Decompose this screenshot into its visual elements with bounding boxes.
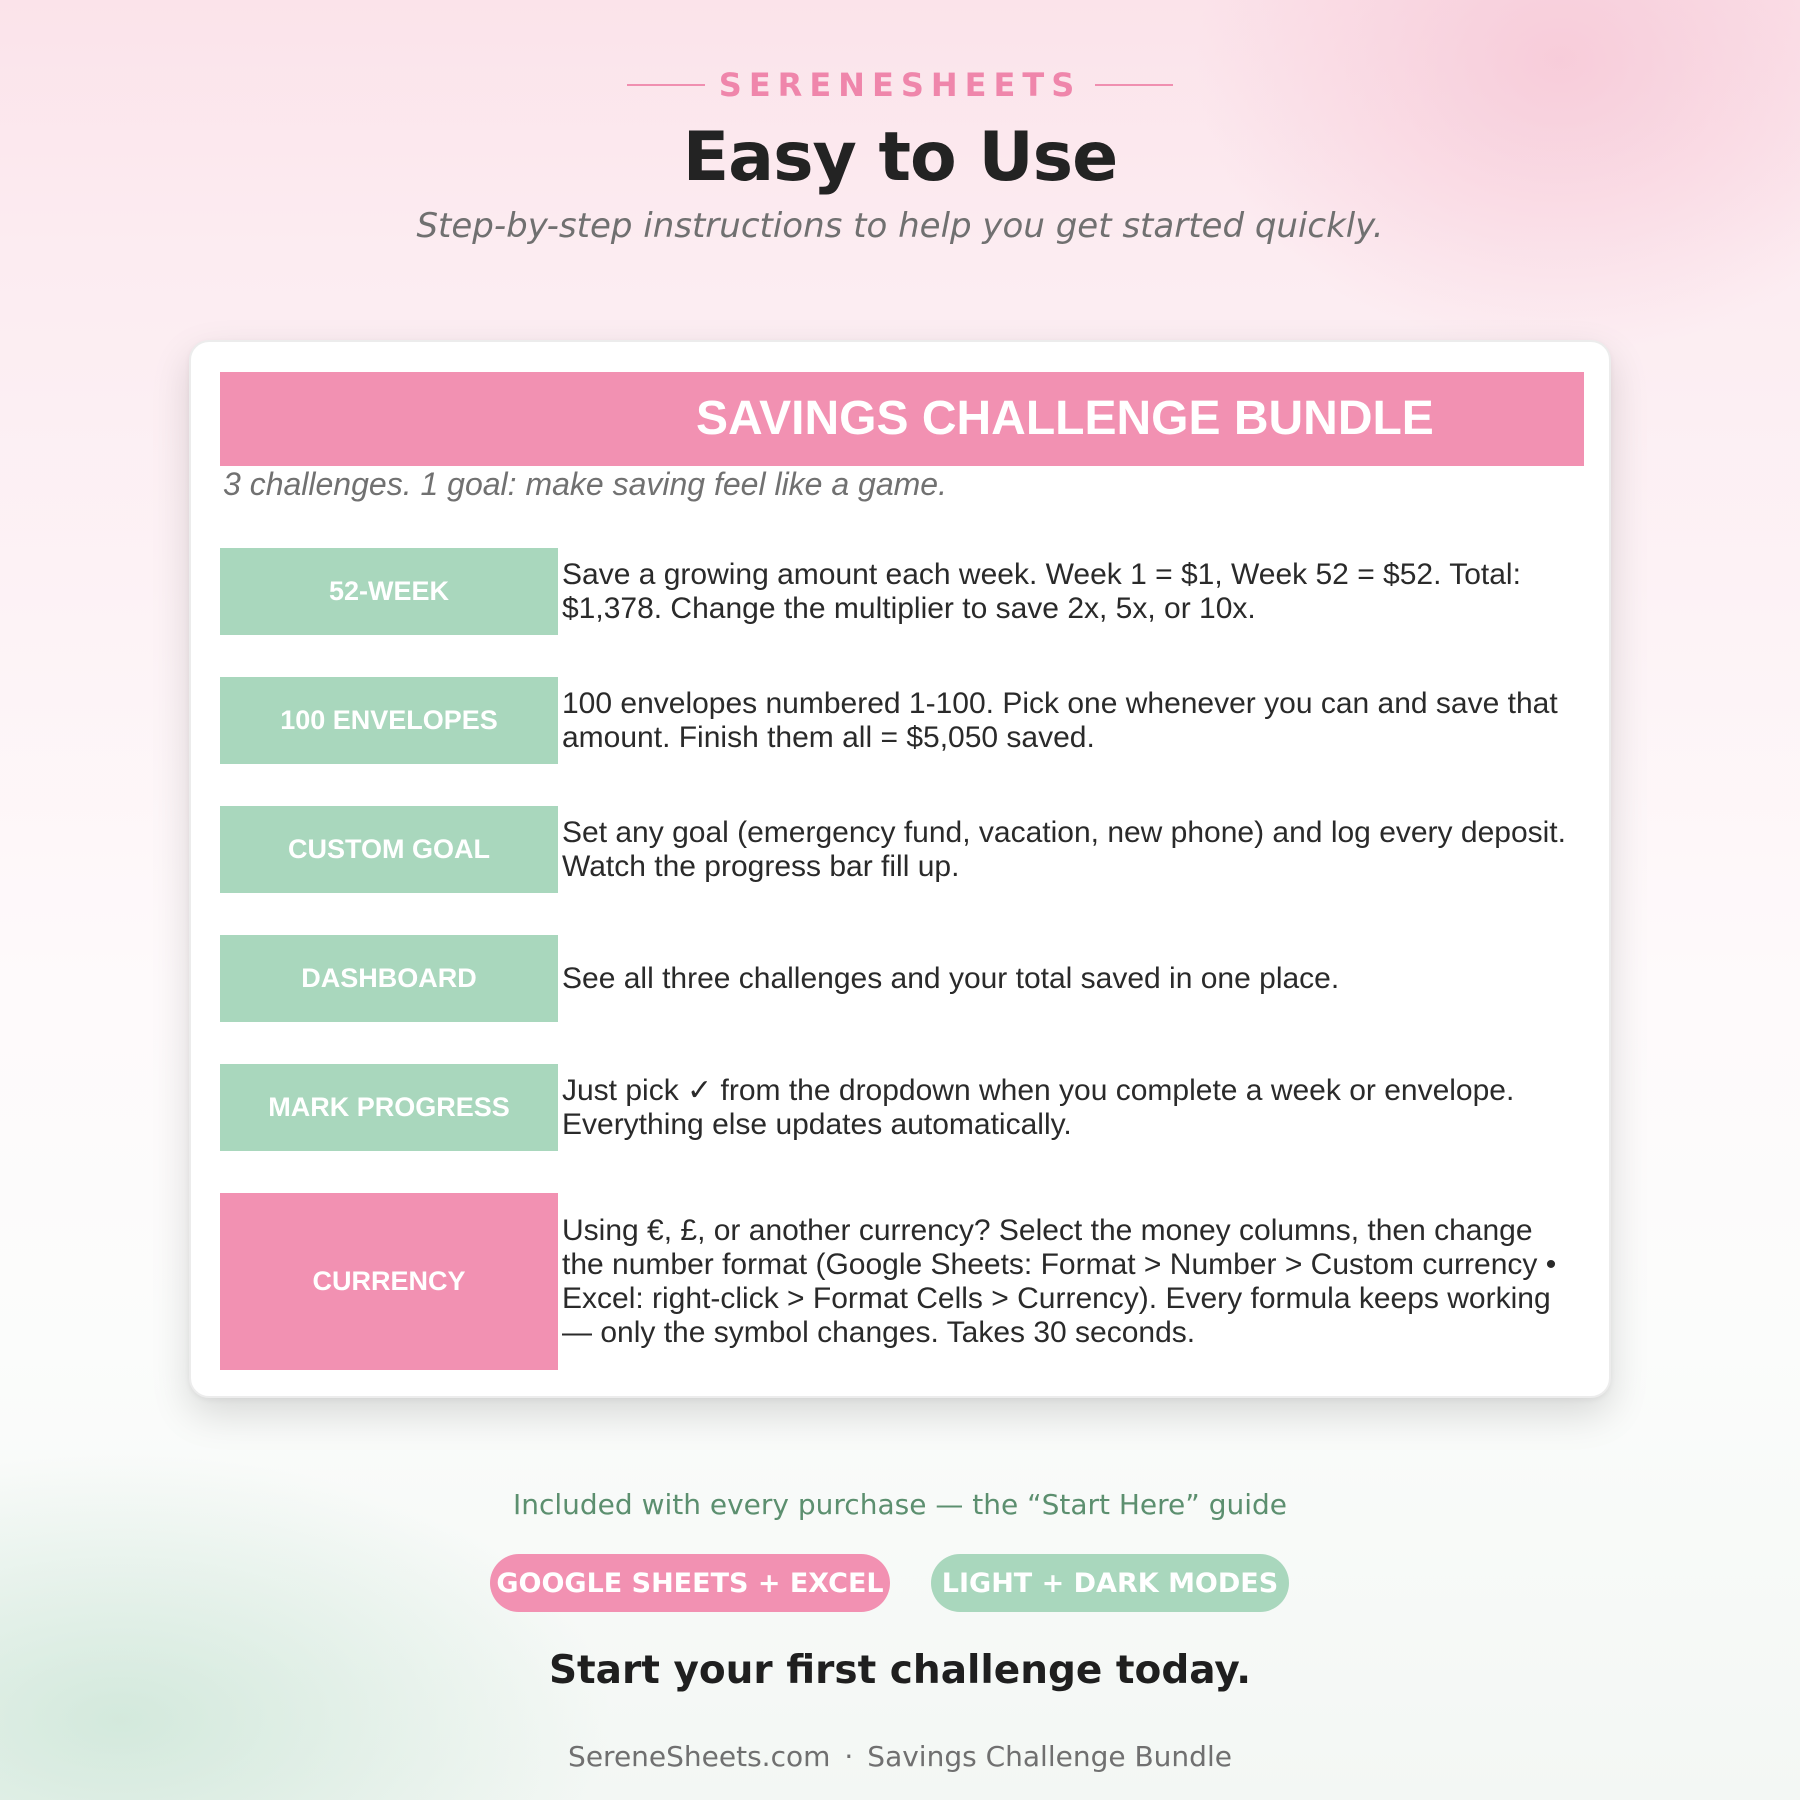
feature-description: Set any goal (emergency fund, vacation, new phone) and log every deposit. Watch the progress bar fill up. (562, 815, 1566, 883)
page-title: Easy to Use (682, 118, 1118, 197)
page-subtitle: Step-by-step instructions to help you get started quickly. (416, 206, 1384, 246)
call-to-action: Start your first challenge today. (548, 1648, 1252, 1693)
feature-row-100-envelopes (220, 677, 1584, 764)
feature-row-mark-progress (220, 1064, 1584, 1151)
feature-description: Using €, £, or another currency? Select the money columns, then change the number format (Google Sheets: Format > Number > Custom currency • Excel: right-click > Format Cells > Currency). Every formula keeps working — only the symbol changes. Takes 30 seconds. (562, 1213, 1557, 1349)
brand-divider-left (627, 84, 705, 86)
footer-product: Savings Challenge Bundle (867, 1740, 1232, 1773)
feature-row-dashboard (220, 935, 1584, 1022)
feature-row-currency (220, 1193, 1584, 1370)
brand-row (0, 66, 1800, 104)
feature-label: 52-WEEK (220, 548, 558, 635)
badge-google-sheets-excel: GOOGLE SHEETS + EXCEL (490, 1554, 890, 1612)
feature-label: 100 ENVELOPES (220, 677, 558, 764)
feature-description: Save a growing amount each week. Week 1 = $1, Week 52 = $52. Total: $1,378. Change the multiplier to save 2x, 5x, or 10x. (562, 557, 1521, 625)
footer-site: SereneSheets.com (568, 1740, 831, 1773)
brand-name: SERENESHEETS (718, 66, 1082, 104)
sheet-tagline: 3 challenges. 1 goal: make saving feel like a game. (223, 466, 947, 502)
feature-description: Just pick ✓ from the dropdown when you complete a week or envelope. Everything else updates automatically. (562, 1073, 1515, 1141)
footer-credits (0, 1740, 1800, 1773)
feature-description: 100 envelopes numbered 1-100. Pick one whenever you can and save that amount. Finish them all = $5,050 saved. (562, 686, 1558, 754)
feature-row-52-week (220, 548, 1584, 635)
sheet-banner (220, 372, 1584, 466)
feature-label: DASHBOARD (220, 935, 558, 1022)
sheet-banner-title: SAVINGS CHALLENGE BUNDLE (696, 392, 1434, 445)
feature-label: CUSTOM GOAL (220, 806, 558, 893)
badge-light-dark-modes: LIGHT + DARK MODES (931, 1554, 1289, 1612)
spreadsheet-preview-card (189, 340, 1611, 1398)
feature-label: CURRENCY (220, 1193, 558, 1370)
feature-description: See all three challenges and your total saved in one place. (562, 961, 1340, 995)
included-note: Included with every purchase — the “Start Here” guide (512, 1488, 1287, 1521)
feature-label: MARK PROGRESS (220, 1064, 558, 1151)
brand-divider-right (1095, 84, 1173, 86)
footer-separator: · (844, 1740, 854, 1773)
feature-row-custom-goal (220, 806, 1584, 893)
